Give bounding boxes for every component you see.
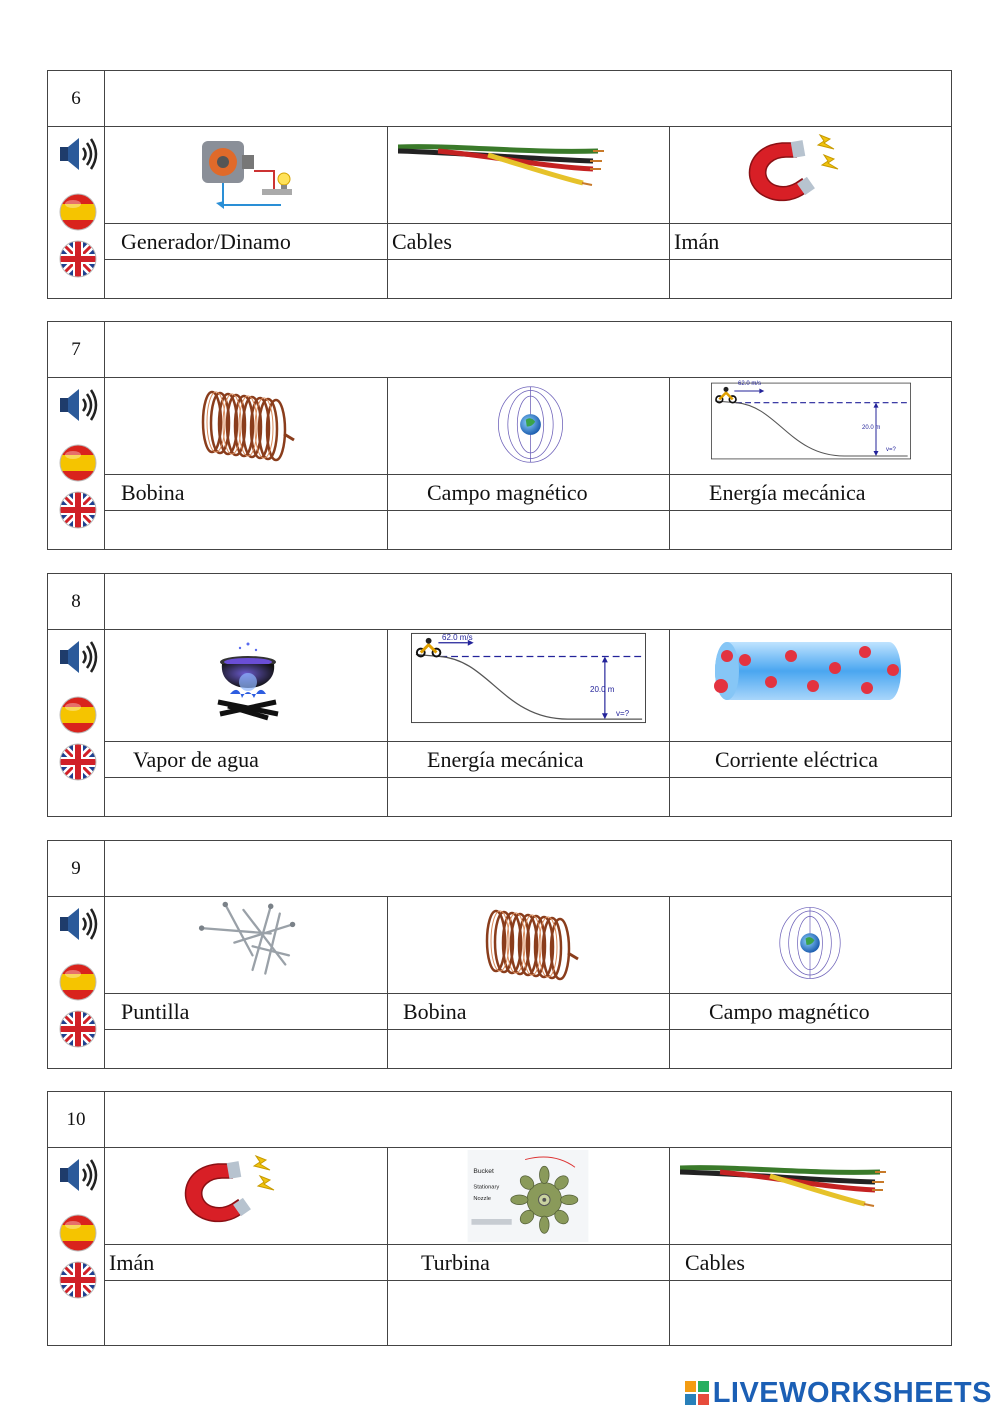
exercise-header <box>48 1092 951 1148</box>
answer-input-main[interactable] <box>105 574 951 629</box>
coil-image <box>482 903 582 983</box>
exercise-header <box>48 574 951 630</box>
uk-flag-icon[interactable] <box>57 238 99 280</box>
answer-input-3[interactable] <box>670 778 951 816</box>
spanish-flag-icon[interactable] <box>57 442 99 484</box>
audio-language-column <box>48 897 105 1068</box>
answer-input-main[interactable] <box>105 1092 951 1147</box>
height-label: 20.0 m <box>590 685 615 694</box>
unknown-velocity-label: v=? <box>886 447 896 453</box>
audio-language-column <box>48 1148 105 1345</box>
audio-language-column <box>48 630 105 816</box>
electric-current-image <box>713 638 903 704</box>
item-label-3: Energía mecánica <box>709 480 866 505</box>
exercise-number: 6 <box>48 71 105 126</box>
answer-input-1[interactable] <box>106 778 386 816</box>
exercise-header <box>48 841 951 897</box>
item-label-1: Bobina <box>121 480 185 505</box>
exercise-7 <box>47 321 952 550</box>
uk-flag-icon[interactable] <box>57 1008 99 1050</box>
magnetic-field-image <box>488 382 573 467</box>
exercise-8 <box>47 573 952 817</box>
liveworksheets-logo[interactable] <box>685 1376 992 1410</box>
item-label-2: Campo magnético <box>427 480 588 505</box>
spanish-flag-icon[interactable] <box>57 694 99 736</box>
uk-flag-icon[interactable] <box>57 1259 99 1301</box>
exercise-number: 7 <box>48 322 105 377</box>
answer-input-2[interactable] <box>388 1030 668 1068</box>
answer-input-main[interactable] <box>105 322 951 377</box>
unknown-velocity-label: v=? <box>616 709 630 718</box>
brand-name: LIVEWORKSHEETS <box>712 1376 992 1409</box>
item-label-2: Bobina <box>403 999 467 1024</box>
item-label-3: Campo magnético <box>709 999 870 1024</box>
uk-flag-icon[interactable] <box>57 489 99 531</box>
audio-language-column <box>48 378 105 549</box>
answer-input-1[interactable] <box>106 1030 386 1068</box>
item-label-2: Cables <box>392 229 452 254</box>
item-label-2: Turbina <box>421 1250 490 1275</box>
audio-language-column <box>48 127 105 298</box>
exercise-6 <box>47 70 952 299</box>
height-label: 20.0 m <box>862 425 881 431</box>
answer-input-2[interactable] <box>388 778 668 816</box>
answer-input-2[interactable] <box>388 1281 668 1345</box>
spanish-flag-icon[interactable] <box>57 1212 99 1254</box>
exercise-header <box>48 71 951 127</box>
spanish-flag-icon[interactable] <box>57 961 99 1003</box>
exercise-number: 8 <box>48 574 105 629</box>
item-label-3: Imán <box>674 229 720 254</box>
speaker-icon[interactable] <box>57 384 99 426</box>
item-label-1: Puntilla <box>121 999 190 1024</box>
uk-flag-icon[interactable] <box>57 741 99 783</box>
speaker-icon[interactable] <box>57 133 99 175</box>
mechanical-energy-image <box>711 382 911 460</box>
answer-input-1[interactable] <box>106 260 386 298</box>
magnetic-field-image <box>770 903 850 983</box>
spanish-flag-icon[interactable] <box>57 191 99 233</box>
magnet-image <box>178 1154 278 1234</box>
answer-input-main[interactable] <box>105 841 951 896</box>
item-label-3: Corriente eléctrica <box>715 747 879 772</box>
answer-input-3[interactable] <box>670 260 951 298</box>
speaker-icon[interactable] <box>57 1154 99 1196</box>
answer-input-1[interactable] <box>106 511 386 549</box>
liveworksheets-mark-icon <box>685 1381 709 1405</box>
cauldron-image <box>208 636 288 726</box>
answer-input-3[interactable] <box>670 1030 951 1068</box>
item-label-1: Imán <box>109 1250 155 1275</box>
answer-input-main[interactable] <box>105 71 951 126</box>
magnet-image <box>742 133 842 213</box>
answer-input-1[interactable] <box>106 1281 386 1345</box>
answer-input-2[interactable] <box>388 511 668 549</box>
nails-image <box>198 899 298 979</box>
speed-label: 62.0 m/s <box>738 381 762 387</box>
answer-input-2[interactable] <box>388 260 668 298</box>
cables-image <box>398 139 608 189</box>
answer-input-3[interactable] <box>670 511 951 549</box>
item-label-1: Vapor de agua <box>133 747 259 772</box>
generator-image <box>186 131 306 215</box>
item-label-3: Cables <box>685 1250 745 1275</box>
coil-image <box>198 384 298 464</box>
turbine-image <box>465 1150 591 1242</box>
exercise-number: 9 <box>48 841 105 896</box>
speaker-icon[interactable] <box>57 636 99 678</box>
cables-image <box>680 1160 890 1210</box>
speaker-icon[interactable] <box>57 903 99 945</box>
item-label-1: Generador/Dinamo <box>121 229 291 254</box>
speed-label: 62.0 m/s <box>442 633 473 642</box>
answer-input-3[interactable] <box>670 1281 951 1345</box>
item-label-2: Energía mecánica <box>427 747 584 772</box>
mechanical-energy-image <box>411 632 646 724</box>
exercise-header <box>48 322 951 378</box>
exercise-9 <box>47 840 952 1069</box>
exercise-number: 10 <box>48 1092 105 1147</box>
exercise-10 <box>47 1091 952 1346</box>
